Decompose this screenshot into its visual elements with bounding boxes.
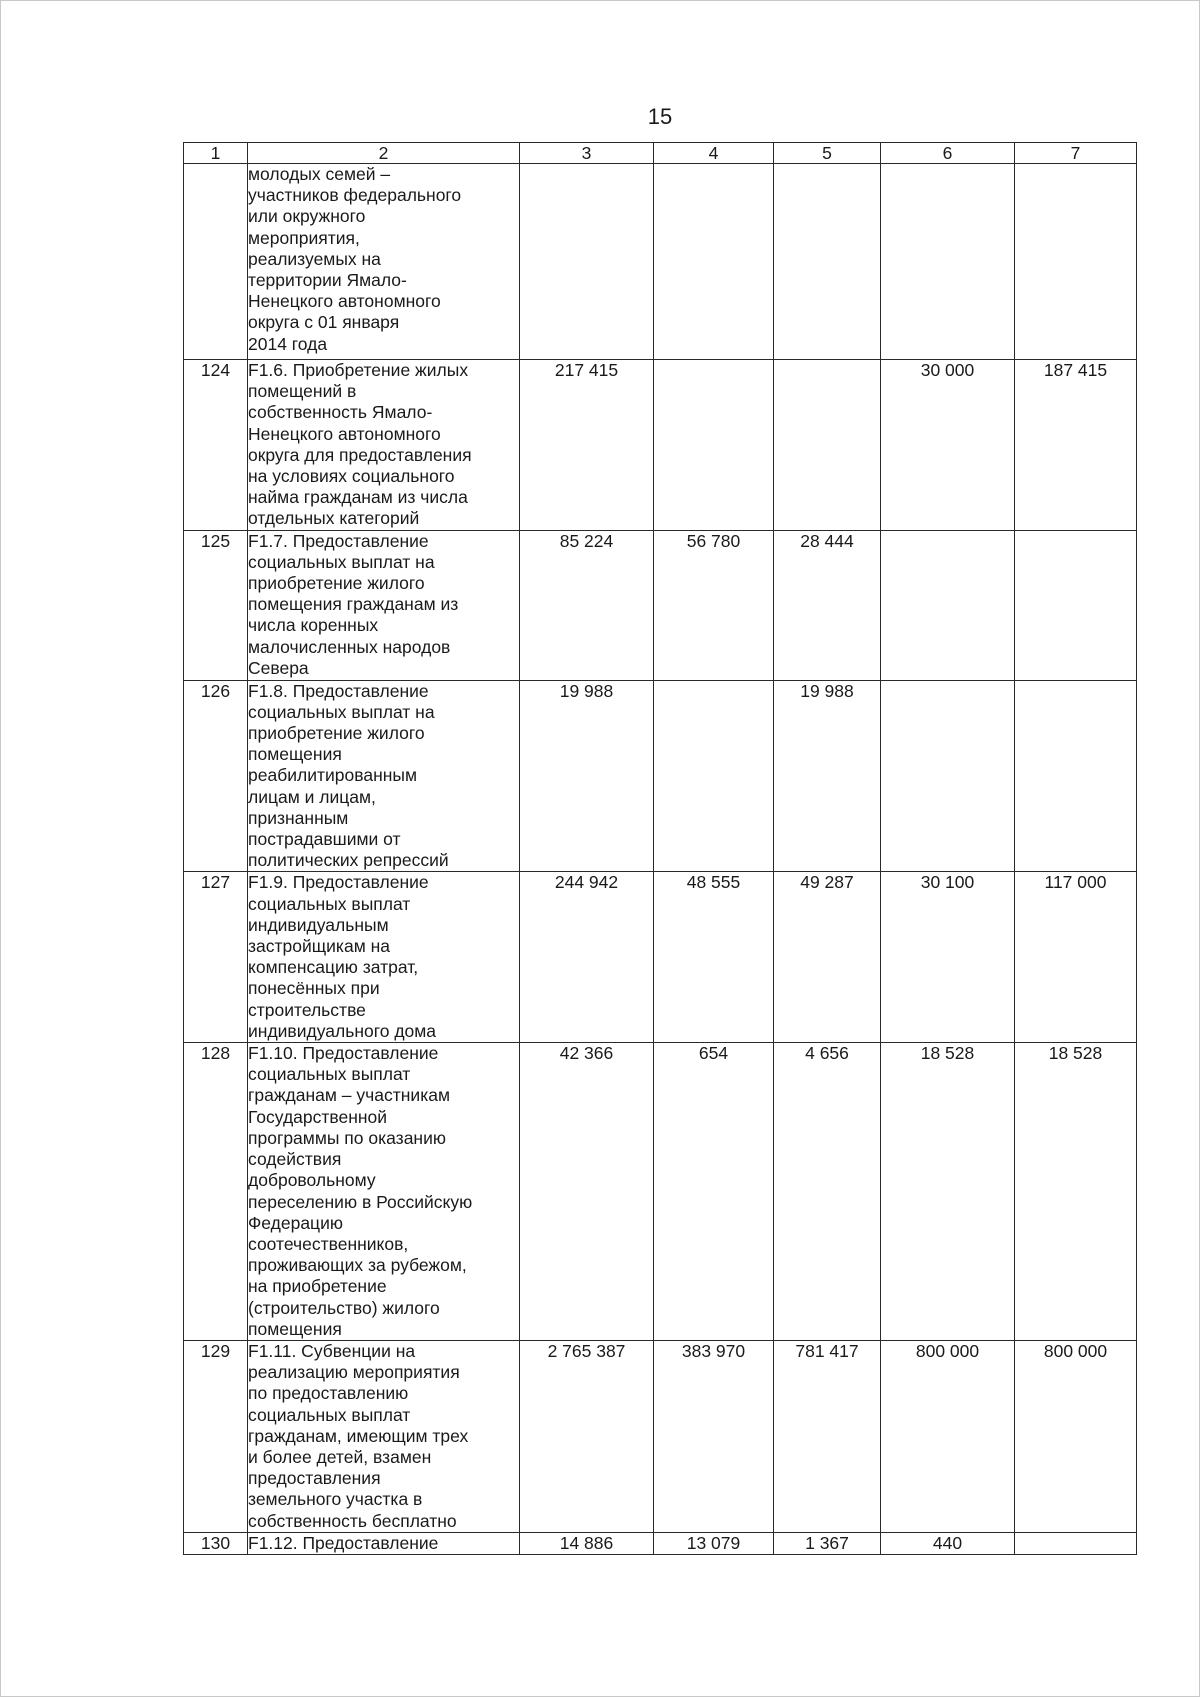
cell-col-6: 30 100 — [881, 872, 1015, 1043]
column-header-7: 7 — [1015, 143, 1137, 164]
cell-col-7: 187 415 — [1015, 360, 1137, 531]
cell-col-3: 14 886 — [520, 1532, 654, 1554]
cell-col-6 — [881, 164, 1015, 360]
row-description: F1.9. Предоставление социальных выплат индивидуальным застройщикам на компенсацию затрат, понесённых при строительстве индивидуального дома — [248, 872, 520, 1043]
column-header-2: 2 — [248, 143, 520, 164]
cell-col-5: 49 287 — [774, 872, 881, 1043]
cell-col-4: 13 079 — [654, 1532, 774, 1554]
row-description: молодых семей – участников федерального или окружного мероприятия, реализуемых на территории Ямало- Ненецкого автономного округа с 01 января 2014 года — [248, 164, 520, 360]
page-number: 15 — [647, 104, 673, 129]
cell-col-7: 117 000 — [1015, 872, 1137, 1043]
cell-col-7: 18 528 — [1015, 1043, 1137, 1341]
cell-col-7 — [1015, 530, 1137, 680]
header-row — [184, 143, 1137, 164]
row-number: 124 — [184, 360, 248, 531]
table-row — [184, 360, 1137, 531]
row-number: 126 — [184, 680, 248, 872]
table-row — [184, 530, 1137, 680]
column-header-3: 3 — [520, 143, 654, 164]
column-header-1: 1 — [184, 143, 248, 164]
table-row — [184, 1340, 1137, 1532]
row-number: 125 — [184, 530, 248, 680]
row-number — [184, 164, 248, 360]
row-description: F1.8. Предоставление социальных выплат на приобретение жилого помещения реабилитированным лицам и лицам, признанным пострадавшими от политических репрессий — [248, 680, 520, 872]
cell-col-5 — [774, 164, 881, 360]
cell-col-6 — [881, 530, 1015, 680]
cell-col-5 — [774, 360, 881, 531]
cell-col-4: 56 780 — [654, 530, 774, 680]
cell-col-3: 244 942 — [520, 872, 654, 1043]
cell-col-5: 1 367 — [774, 1532, 881, 1554]
column-header-6: 6 — [881, 143, 1015, 164]
budget-table — [183, 142, 1137, 1555]
table-header — [184, 143, 1137, 164]
cell-col-7 — [1015, 1532, 1137, 1554]
cell-col-3: 85 224 — [520, 530, 654, 680]
cell-col-7 — [1015, 164, 1137, 360]
cell-col-3: 19 988 — [520, 680, 654, 872]
column-header-4: 4 — [654, 143, 774, 164]
row-description: F1.12. Предоставление — [248, 1532, 520, 1554]
cell-col-6: 30 000 — [881, 360, 1015, 531]
row-number: 129 — [184, 1340, 248, 1532]
cell-col-4: 383 970 — [654, 1340, 774, 1532]
cell-col-4 — [654, 360, 774, 531]
cell-col-4: 654 — [654, 1043, 774, 1341]
cell-col-4 — [654, 164, 774, 360]
row-description: F1.11. Субвенции на реализацию мероприятия по предоставлению социальных выплат гражданам, имеющим трех и более детей, взамен предоставления земельного участка в собственность бесплатно — [248, 1340, 520, 1532]
row-description: F1.7. Предоставление социальных выплат на приобретение жилого помещения гражданам из числа коренных малочисленных народов Севера — [248, 530, 520, 680]
cell-col-6: 440 — [881, 1532, 1015, 1554]
table-row — [184, 680, 1137, 872]
table-body — [184, 164, 1137, 1555]
cell-col-3: 217 415 — [520, 360, 654, 531]
table-row — [184, 1532, 1137, 1554]
cell-col-5: 4 656 — [774, 1043, 881, 1341]
cell-col-5: 781 417 — [774, 1340, 881, 1532]
row-description: F1.10. Предоставление социальных выплат гражданам – участникам Государственной программы по оказанию содействия добровольному переселению в Российскую Федерацию соотечественников, проживающих за рубежом, на приобретение (строительство) жилого помещения — [248, 1043, 520, 1341]
cell-col-4: 48 555 — [654, 872, 774, 1043]
table-row — [184, 872, 1137, 1043]
table-row — [184, 1043, 1137, 1341]
cell-col-6: 18 528 — [881, 1043, 1015, 1341]
cell-col-5: 19 988 — [774, 680, 881, 872]
cell-col-6 — [881, 680, 1015, 872]
row-number: 130 — [184, 1532, 248, 1554]
cell-col-3: 42 366 — [520, 1043, 654, 1341]
cell-col-3 — [520, 164, 654, 360]
row-description: F1.6. Приобретение жилых помещений в собственность Ямало- Ненецкого автономного округа для предоставления на условиях социального найма гражданам из числа отдельных категорий — [248, 360, 520, 531]
row-number: 127 — [184, 872, 248, 1043]
cell-col-7: 800 000 — [1015, 1340, 1137, 1532]
cell-col-4 — [654, 680, 774, 872]
cell-col-7 — [1015, 680, 1137, 872]
table-row — [184, 164, 1137, 360]
cell-col-5: 28 444 — [774, 530, 881, 680]
cell-col-3: 2 765 387 — [520, 1340, 654, 1532]
row-number: 128 — [184, 1043, 248, 1341]
cell-col-6: 800 000 — [881, 1340, 1015, 1532]
column-header-5: 5 — [774, 143, 881, 164]
